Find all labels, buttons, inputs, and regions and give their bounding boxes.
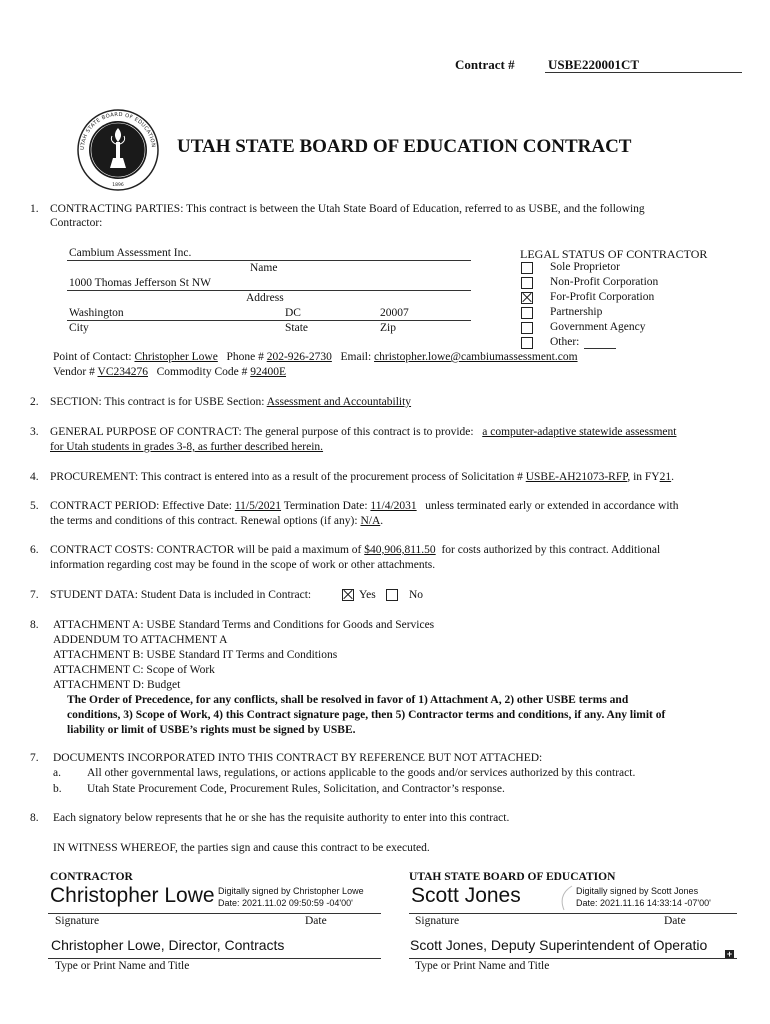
precedence-line: liability or limit of USBE’s rights must be signed by USBE. — [67, 724, 356, 736]
section-7b-number: 7. — [30, 752, 39, 764]
attachment-item: ADDENDUM TO ATTACHMENT A — [53, 634, 228, 646]
legal-status-label: Other: — [550, 336, 580, 348]
vendor-label: Vendor # — [53, 366, 95, 378]
state-board-seal — [76, 108, 160, 192]
renewal-label: the terms and conditions of this contract. Renewal options (if any): — [50, 515, 358, 527]
section-3-label: GENERAL PURPOSE OF CONTRACT: The general purpose of this contract is to provide: — [50, 426, 474, 438]
usbe-digital-signature-1: Digitally signed by Scott Jones — [576, 886, 699, 896]
phone-label: Phone # — [226, 351, 264, 363]
effective-date-label: CONTRACT PERIOD: Effective Date: — [50, 500, 232, 512]
page-title: UTAH STATE BOARD OF EDUCATION CONTRACT — [177, 136, 632, 157]
address-label: Address — [246, 292, 284, 304]
effective-date-value: 11/5/2021 — [234, 500, 282, 512]
point-of-contact-line — [53, 351, 578, 363]
name-line — [67, 260, 471, 261]
termination-date-label: Termination Date: — [283, 500, 368, 512]
attachment-item: ATTACHMENT B: USBE Standard IT Terms and Conditions — [53, 649, 338, 661]
email-value[interactable]: christopher.lowe@cambiumassessment.com — [374, 351, 578, 363]
legal-status-label: For-Profit Corporation — [550, 291, 655, 303]
section-1-line2: Contractor: — [50, 217, 103, 229]
commodity-label: Commodity Code # — [156, 366, 248, 378]
attachment-item: ATTACHMENT D: Budget — [53, 679, 181, 691]
contractor-print-label: Type or Print Name and Title — [55, 960, 190, 972]
section-5-end: . — [380, 515, 384, 527]
student-data-no-checkbox[interactable] — [386, 589, 398, 601]
section-5-line2 — [50, 515, 383, 527]
usbe-date-label: Date — [664, 915, 686, 927]
state-value: DC — [285, 307, 301, 319]
expand-icon[interactable]: + — [726, 949, 733, 959]
contract-number-line — [545, 72, 742, 73]
phone-value: 202-926-2730 — [266, 351, 332, 363]
poc-name: Christopher Lowe — [134, 351, 218, 363]
section-1-line1: CONTRACTING PARTIES: This contract is between the Utah State Board of Education, referred to as USBE, and the following — [50, 203, 645, 215]
contractor-signature-line — [48, 913, 381, 914]
seal-ring-text: UTAH STATE BOARD OF EDUCATION — [79, 111, 156, 151]
solicitation-number: USBE-AH21073-RFP — [525, 471, 628, 483]
section-2-label: SECTION: This contract is for USBE Section: — [50, 396, 265, 408]
city-label: City — [69, 322, 89, 334]
other-line — [584, 348, 616, 349]
section-3-value-2: for Utah students in grades 3-8, as further described herein. — [50, 441, 324, 453]
usbe-digital-signature-2: Date: 2021.11.16 14:33:14 -07'00' — [576, 898, 711, 908]
address-value: 1000 Thomas Jefferson St NW — [69, 277, 212, 289]
usbe-print-name[interactable]: Scott Jones, Deputy Superintendent of Operatio — [410, 937, 708, 953]
contractor-signature-label: Signature — [55, 915, 100, 927]
contractor-print-line — [48, 958, 381, 959]
student-data-yes-label: Yes — [359, 589, 376, 601]
usbe-print-line — [409, 958, 737, 959]
item-a-text: All other governmental laws, regulations, or actions applicable to the goods and/or services authorized by this contract. — [87, 767, 636, 779]
name-label: Name — [250, 262, 278, 274]
attachment-item: ATTACHMENT A: USBE Standard Terms and Conditions for Goods and Services — [53, 619, 435, 631]
seal-year: 1896 — [112, 183, 124, 188]
contractor-signature[interactable]: Christopher Lowe — [50, 884, 215, 907]
section-6-continuation: for costs authorized by this contract. Additional — [441, 544, 661, 556]
state-label: State — [285, 322, 308, 334]
email-label: Email: — [340, 351, 372, 363]
vendor-value: VC234276 — [97, 366, 148, 378]
renewal-value: N/A — [360, 515, 381, 527]
contractor-print-name[interactable]: Christopher Lowe, Director, Contracts — [51, 937, 285, 953]
section-5-continuation: unless terminated early or extended in accordance with — [425, 500, 679, 512]
section-4-number: 4. — [30, 471, 39, 483]
usbe-print-label: Type or Print Name and Title — [415, 960, 550, 972]
legal-status-checkbox[interactable] — [521, 337, 533, 349]
cost-amount: $40,906,811.50 — [364, 544, 436, 556]
section-3-line1 — [50, 426, 676, 438]
zip-label: Zip — [380, 322, 396, 334]
section-4-label: PROCUREMENT: This contract is entered into as a result of the procurement process of Solicitation # — [50, 471, 523, 483]
section-6-number: 6. — [30, 544, 39, 556]
legal-status-checkbox[interactable] — [521, 307, 533, 319]
legal-status-label: Non-Profit Corporation — [550, 276, 659, 288]
usbe-signature-line — [409, 913, 737, 914]
student-data-yes-checkbox[interactable] — [342, 589, 354, 601]
section-2-text — [50, 396, 411, 408]
usbe-signature-scribble — [558, 884, 576, 912]
contract-number-label: Contract # — [455, 57, 515, 72]
precedence-line: conditions, 3) Scope of Work, 4) this Contract signature page, then 5) Contractor terms and conditions, if any. Any limit of — [67, 709, 666, 721]
contract-number-value: USBE220001CT — [548, 57, 640, 72]
item-a-label: a. — [53, 767, 61, 779]
student-data-no-label: No — [409, 589, 424, 601]
contractor-digital-signature-2: Date: 2021.11.02 09:50:59 -04'00' — [218, 898, 353, 908]
usbe-signature[interactable]: Scott Jones — [411, 884, 521, 907]
item-b-text: Utah State Procurement Code, Procurement Rules, Solicitation, and Contractor’s response. — [87, 783, 505, 795]
section-5-number: 5. — [30, 500, 39, 512]
section-5-line1 — [50, 500, 678, 512]
precedence-line: The Order of Precedence, for any conflicts, shall be resolved in favor of 1) Attachment A, 2) other USBE terms and — [67, 694, 629, 706]
commodity-value: 92400E — [250, 366, 287, 378]
section-2-value: Assessment and Accountability — [266, 396, 412, 408]
contractor-date-label: Date — [305, 915, 327, 927]
section-8a-number: 8. — [30, 619, 39, 631]
section-6-line1 — [50, 544, 660, 556]
witness-text: IN WITNESS WHEREOF, the parties sign and cause this contract to be executed. — [53, 842, 430, 854]
city-value: Washington — [69, 307, 124, 319]
section-1-number: 1. — [30, 203, 39, 215]
attachment-item: ATTACHMENT C: Scope of Work — [53, 664, 215, 676]
contractor-digital-signature-1: Digitally signed by Christopher Lowe — [218, 886, 364, 896]
section-4-end: . — [671, 471, 674, 483]
section-4-text — [50, 471, 674, 483]
legal-status-checkbox[interactable] — [521, 262, 533, 274]
section-6-line2: information regarding cost may be found in the scope of work or other attachments. — [50, 559, 436, 571]
termination-date-value: 11/4/2031 — [370, 500, 417, 512]
usbe-signature-label: Signature — [415, 915, 460, 927]
zip-value: 20007 — [380, 307, 409, 319]
authority-text: Each signatory below represents that he or she has the requisite authority to enter into this contract. — [53, 812, 510, 824]
section-3-value-1: a computer-adaptive statewide assessment — [482, 426, 677, 438]
legal-status-label: Sole Proprietor — [550, 261, 620, 273]
legal-status-label: Government Agency — [550, 321, 646, 333]
legal-status-title: LEGAL STATUS OF CONTRACTOR — [520, 247, 708, 261]
contractor-name-value: Cambium Assessment Inc. — [69, 247, 192, 259]
cost-label: CONTRACT COSTS: CONTRACTOR will be paid a maximum of — [50, 544, 362, 556]
vendor-line — [53, 366, 286, 378]
section-3-number: 3. — [30, 426, 39, 438]
legal-status-checkbox[interactable] — [521, 322, 533, 334]
section-7b-text: DOCUMENTS INCORPORATED INTO THIS CONTRACT BY REFERENCE BUT NOT ATTACHED: — [53, 752, 543, 764]
item-b-label: b. — [53, 783, 62, 795]
section-2-number: 2. — [30, 396, 39, 408]
student-data-label: STUDENT DATA: Student Data is included in Contract: — [50, 589, 312, 601]
address-line — [67, 290, 471, 291]
section-8b-number: 8. — [30, 812, 39, 824]
fy-value: 21 — [659, 471, 672, 483]
poc-label: Point of Contact: — [53, 351, 132, 363]
section-7a-number: 7. — [30, 589, 39, 601]
legal-status-checkbox[interactable] — [521, 292, 533, 304]
city-line — [67, 320, 471, 321]
contractor-heading: CONTRACTOR — [50, 871, 133, 883]
usbe-heading: UTAH STATE BOARD OF EDUCATION — [409, 871, 616, 883]
fy-label: , in FY — [627, 471, 660, 483]
legal-status-checkbox[interactable] — [521, 277, 533, 289]
legal-status-label: Partnership — [550, 306, 603, 318]
